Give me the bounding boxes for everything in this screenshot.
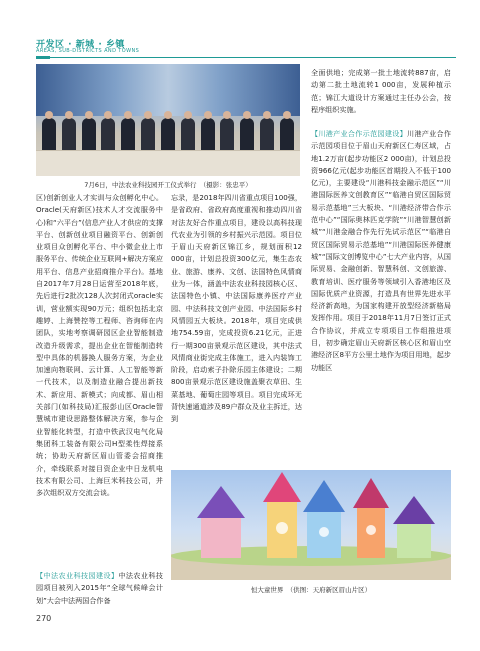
section-heading: 【中法农业科技园建设】 bbox=[36, 571, 119, 580]
column-left bbox=[36, 192, 163, 499]
paragraph: 区)创新创业人才实训与众创孵化中心。Oracle(天府新区)技术人才交流服务中心)和“六平台”(信息产业人才供应的支撑平台、创新创业项目融资平台、创新创业项目众创孵化平台、中小微企业上市服务平台、传统企业互联网+解决方案应用平台、信息产业招商推介平台)。基地自2017年7月28日运营至2018年底，先后进行2批次128人次封闭式oracle实训，营业额实现90万元；组织包括北京趣婷、上海赞控等工程师、咨询师在内团队，实地考察调研园区企业智能制造改造升级需求，提出企业在智能制造转型中具体的机器换人服务方案，为企业加速向物联网、云计算、人工智能等新一代技术，以及制造业融合提出新技术、新应用、新模式；向成都、眉山相关部门(如科技局)汇报彭山区Oracle智慧城市建设思路整体解决方案，参与企业智能化转型，打造中铁武汉电气化局集团科工装备有限公司H型柔性焊接系统；协助天府新区眉山管委会招商推介，牵线联系对接目资企业中日龙机电技术有限公司、上海巨米科技公司，并多次组织双方交流会谈。 bbox=[36, 193, 163, 498]
paragraph: 忘录，是2018年四川省重点项目100强，是省政府、省政府高度重视和推动四川省对法友好合作重点项目，建设以高科技现代农业为引领的乡村振兴示范园。项目位于眉山天府新区锦江乡，规划面积12 000亩，计划总投资300亿元，集生态农业、旅游、康养、文创、法国特色风情商业为一体，涵盖中法农业科技园核心区、法国特色小镇、中法国际康养医疗产业园、中法科技文创产业园、中法国际乡村风情园五大板块。2018年，项目完成供地754.59亩，完成投资6.21亿元，正进行一期300亩景观示范区建设，其中法式风情商业街完成主体施工，进入内装饰工阶段，启动索子扑除乐园主体建设；二期800亩景观示范区建设施盖聚衣草田、生菜基地、葡萄庄园等项目。项目完成环无背快速通道涉及89户群众及业主拆迁，达到 bbox=[171, 193, 302, 424]
section-body: 中法农业科技园项目被列入2015年“全球气候峰会计划”大会中法两国合作备 bbox=[36, 571, 164, 605]
section-body: 川港产业合作示范园项目位于眉山天府新区仁寿区域，占地1.2万亩(起步功能区2 000亩)，计划总投资966亿元(起步功能区首期投入不低于100亿元)，主要建设“川港科技金融示范区”“川港国际医养文创教育区”“临港自贸区国际贸易示范基地”三大板块、“川港经济带合作示范中心”“国际奥林匹克学院”“川港智慧创新城”“川港金融合作先行先试示范区”“临港自贸区国际贸易示范基地”“川港国际医养健康城”“国际文创博览中心”七大产业内容，从国际贸易、金融创新、智慧科创、文创旅游、教育培训、医疗服务等领域引入香港地区及国际优质产业资源，打造具有世界先进水平经济新高地，为国家构建开放型经济新格局发挥作用。项目于2018年11月7日签订正式合作协议，并成立专项项目工作组推进项目，初步确定眉山天府新区核心区和眉山空港经济区8平方公里土地作为项目用地，起步功能区 bbox=[311, 129, 452, 372]
paragraph bbox=[311, 128, 451, 374]
photo-caption: 7月6日，中法农业科技园开工仪式举行 （摄影：张忠平） bbox=[84, 181, 252, 189]
running-header-title: 开发区 · 新城 · 乡镇 bbox=[36, 40, 125, 50]
column-right-top bbox=[311, 67, 451, 116]
column-right-section bbox=[311, 128, 451, 374]
ceremony-photo bbox=[36, 64, 300, 176]
page-number: 270 bbox=[36, 614, 52, 623]
paragraph: 全面供地；完成第一批土地流转887亩，启动第二批土地流转1 000亩，发展种植示范；锦江大道设计方案通过主任办公会，按程序组织实施。 bbox=[311, 68, 451, 114]
column-left-section bbox=[36, 570, 163, 607]
castle-illustration bbox=[171, 470, 451, 580]
signing-table bbox=[36, 150, 300, 176]
header-rule bbox=[36, 57, 456, 58]
paragraph bbox=[36, 570, 163, 607]
theme-park-photo bbox=[171, 470, 451, 580]
running-header-subtitle: AREAS, SUB-DISTRICTS AND TOWNS bbox=[36, 48, 140, 54]
photo-caption: 恒大童世界 （供图：天府新区眉山片区） bbox=[250, 586, 372, 594]
section-heading: 【川港产业合作示范园建设】 bbox=[311, 129, 407, 138]
stage-backdrop bbox=[36, 64, 300, 116]
column-middle bbox=[171, 192, 302, 426]
header-rule-accent bbox=[36, 56, 50, 59]
